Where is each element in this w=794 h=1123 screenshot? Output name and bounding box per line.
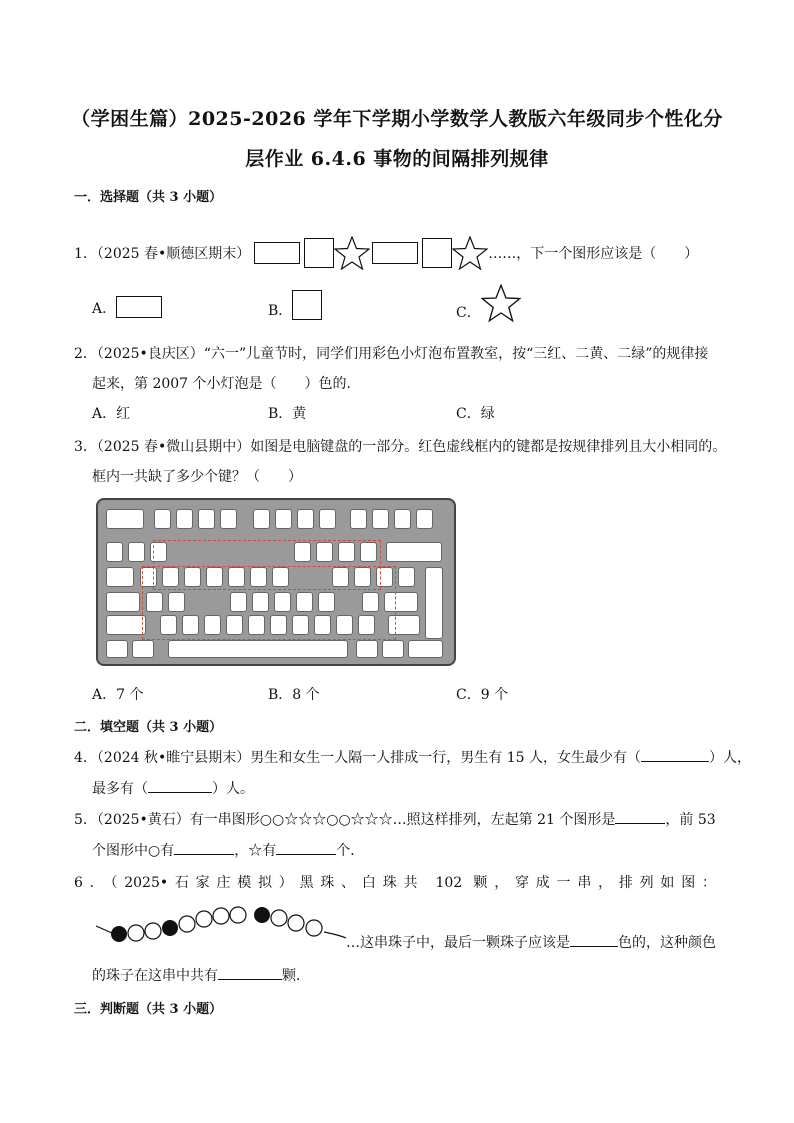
- rectangle-shape: [372, 242, 418, 264]
- q5-text: 个．: [336, 843, 365, 859]
- question-6-line1: 6．（2025•石家庄模拟）黑珠、白珠共 102 颗，穿成一串，排列如图：: [74, 875, 716, 891]
- q6-text: …这串珠子中，最后一颗珠子应该是: [346, 935, 570, 951]
- document-title-line1: （学困生篇）2025-2026 学年下学期小学数学人教版六年级同步个性化分: [71, 108, 723, 130]
- black-bead: [162, 920, 178, 936]
- q6-text: 的珠子在这串中共有: [92, 968, 218, 984]
- answer-blank[interactable]: [615, 823, 665, 824]
- question-6-line2: [346, 932, 716, 952]
- white-bead: [288, 915, 304, 931]
- question-2-line1: 2．（2025•良庆区）“六一”儿童节时，同学们用彩色小灯泡布置教室，按“三红、二黄、二绿”的规律接: [74, 346, 709, 362]
- section-heading-choice: 一．选择题（共 3 小题）: [74, 190, 223, 205]
- section-heading-judge: 三．判断题（共 3 小题）: [74, 1002, 223, 1017]
- q5-text: ，☆有: [234, 843, 277, 859]
- question-6-line3: [92, 965, 310, 985]
- answer-blank[interactable]: [570, 946, 618, 947]
- q1-option-c[interactable]: [456, 284, 521, 322]
- question-1: [74, 236, 698, 270]
- q2-option-a[interactable]: A．红: [92, 406, 131, 422]
- q4-text: ）人。: [212, 781, 254, 797]
- question-1-source: 1．（2025 春•顺德区期末）: [74, 246, 251, 262]
- bead-string-image: [94, 900, 356, 950]
- question-5-line1: [74, 809, 716, 829]
- q2-option-c[interactable]: C．绿: [456, 406, 495, 422]
- q2-option-b[interactable]: B．黄: [268, 406, 307, 422]
- white-bead: [306, 920, 322, 936]
- q1-option-a[interactable]: [92, 296, 162, 318]
- star-shape: [334, 236, 370, 270]
- section-heading-fill: 二．填空题（共 3 小题）: [74, 720, 223, 735]
- question-4-line2: [92, 778, 254, 798]
- question-3-line2: 框内一共缺了多少个键？（ ）: [92, 469, 302, 485]
- star-shape: [481, 284, 521, 322]
- question-5-line2: [92, 840, 364, 860]
- rectangle-shape: [116, 296, 162, 318]
- q5-text: 5．（2025•黄石）有一串图形○○☆☆☆○○☆☆☆…照这样排列，左起第 21 个图形是: [74, 812, 616, 828]
- answer-blank[interactable]: [641, 761, 709, 762]
- red-dashed-frame: [142, 566, 396, 640]
- keyboard-image: [96, 498, 456, 666]
- white-bead: [230, 907, 246, 923]
- q3-option-c[interactable]: C．9 个: [456, 687, 509, 703]
- answer-blank[interactable]: [218, 979, 282, 980]
- document-title-line2: 层作业 6.4.6 事物的间隔排列规律: [245, 148, 549, 170]
- q3-option-b[interactable]: B．8 个: [268, 687, 320, 703]
- question-4-line1: [74, 747, 751, 767]
- option-label: C．: [456, 305, 481, 321]
- q5-text: ，前 53: [665, 812, 716, 828]
- rectangle-shape: [254, 242, 300, 264]
- white-bead: [196, 911, 212, 927]
- black-bead: [111, 926, 127, 942]
- question-1-suffix: ……，下一个图形应该是（ ）: [488, 246, 699, 262]
- square-shape: [292, 290, 322, 320]
- question-2-line2: 起来，第 2007 个小灯泡是（ ）色的．: [92, 376, 361, 392]
- square-shape: [422, 238, 452, 268]
- white-bead: [128, 925, 144, 941]
- white-bead: [213, 908, 229, 924]
- white-bead: [271, 910, 287, 926]
- q5-text: 个图形中○有: [92, 843, 175, 859]
- q4-text: ）人，: [708, 750, 751, 766]
- black-bead: [254, 907, 270, 923]
- white-bead: [179, 916, 195, 932]
- q4-text: 4．（2024 秋•睢宁县期末）男生和女生一人隔一人排成一行，男生有 15 人，女生最少有（: [74, 750, 641, 766]
- answer-blank[interactable]: [276, 854, 336, 855]
- q4-text: 最多有（: [92, 781, 148, 797]
- white-bead: [145, 923, 161, 939]
- answer-blank[interactable]: [174, 854, 234, 855]
- star-shape: [452, 236, 488, 270]
- q6-text: 色的，这种颜色: [618, 935, 716, 951]
- question-3-line1: 3．（2025 春•微山县期中）如图是电脑键盘的一部分。红色虚线框内的键都是按规律排列且大小相同的。: [74, 439, 727, 455]
- q1-option-b[interactable]: [268, 290, 322, 320]
- option-label: A．: [92, 301, 117, 317]
- square-shape: [304, 238, 334, 268]
- q3-option-a[interactable]: A．7 个: [92, 687, 144, 703]
- q6-text: 颗．: [282, 968, 310, 984]
- answer-blank[interactable]: [148, 792, 212, 793]
- option-label: B．: [268, 303, 293, 319]
